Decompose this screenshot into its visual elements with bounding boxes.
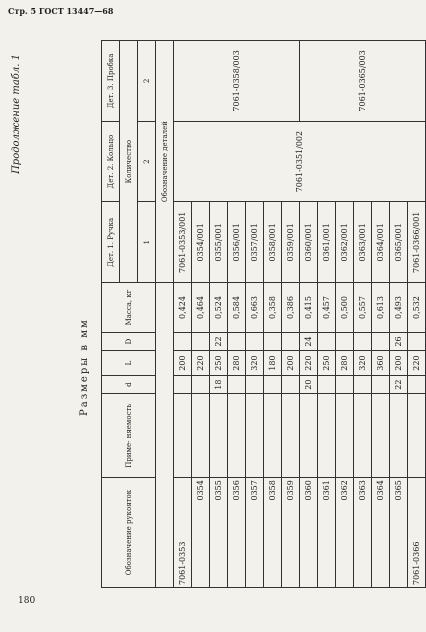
table-row: 0358 180 0,358 0358/001 [264, 41, 282, 588]
table-row: 7061-0353 200 0,424 7061-0353/001 7061-0351/002 7061-0358/003 [174, 41, 192, 588]
col-part1: Дет. 1. Ручка [102, 202, 120, 283]
table-row: 0354 220 0,464 0354/001 [192, 41, 210, 588]
qty-part2: 2 [138, 121, 156, 202]
table-row: 0355 18 250 22 0,524 0355/001 [210, 41, 228, 588]
table-row: 0357 320 0,663 0357/001 [246, 41, 264, 588]
table-row: 0356 280 0,584 0356/001 [228, 41, 246, 588]
col-applicability: Приме- няемость [102, 394, 156, 478]
col-quantity: Количество [120, 41, 138, 283]
part2-group-a: 7061-0351/002 [174, 121, 426, 202]
part3-group-b: 7061-0365/003 [300, 41, 426, 122]
table-caption: Продолжение табл. 1 [11, 54, 22, 174]
table-row: 0359 200 0,386 0359/001 [282, 41, 300, 588]
table-row: 0362 280 0,500 0362/001 [336, 41, 354, 588]
page-header: Стр. 5 ГОСТ 13447—68 [8, 6, 114, 16]
col-designation: Обозначение рукояток [102, 478, 156, 588]
rotated-table-area [11, 40, 421, 588]
table-row: 0364 360 0,613 0364/001 [372, 41, 390, 588]
qty-part1: 1 [138, 202, 156, 283]
col-D: D [102, 332, 156, 350]
col-mass: Масса, кг [102, 283, 156, 333]
part3-group-a: 7061-0358/003 [174, 41, 300, 122]
table-row: 0363 320 0,557 0363/001 [354, 41, 372, 588]
table-row: 0360 20 220 24 0,415 0360/001 7061-0365/003 [300, 41, 318, 588]
table-row: 0361 250 0,457 0361/001 [318, 41, 336, 588]
specification-table [101, 40, 426, 588]
col-d: d [102, 375, 156, 393]
col-part2: Дет. 2. Кольцо [102, 121, 120, 202]
col-part3: Дет. 3. Пробка [102, 41, 120, 122]
qty-part3: 2 [138, 41, 156, 122]
table-row: 0365 22 200 26 0,493 0365/001 [390, 41, 408, 588]
parts-designation-header: Обозначение деталей [156, 41, 174, 283]
dimensions-label: Размеры в мм [79, 318, 90, 416]
col-L: L [102, 351, 156, 376]
page-number: 180 [18, 596, 36, 606]
table-row: 7061-0366 220 0,532 7061-0366/001 [408, 41, 426, 588]
